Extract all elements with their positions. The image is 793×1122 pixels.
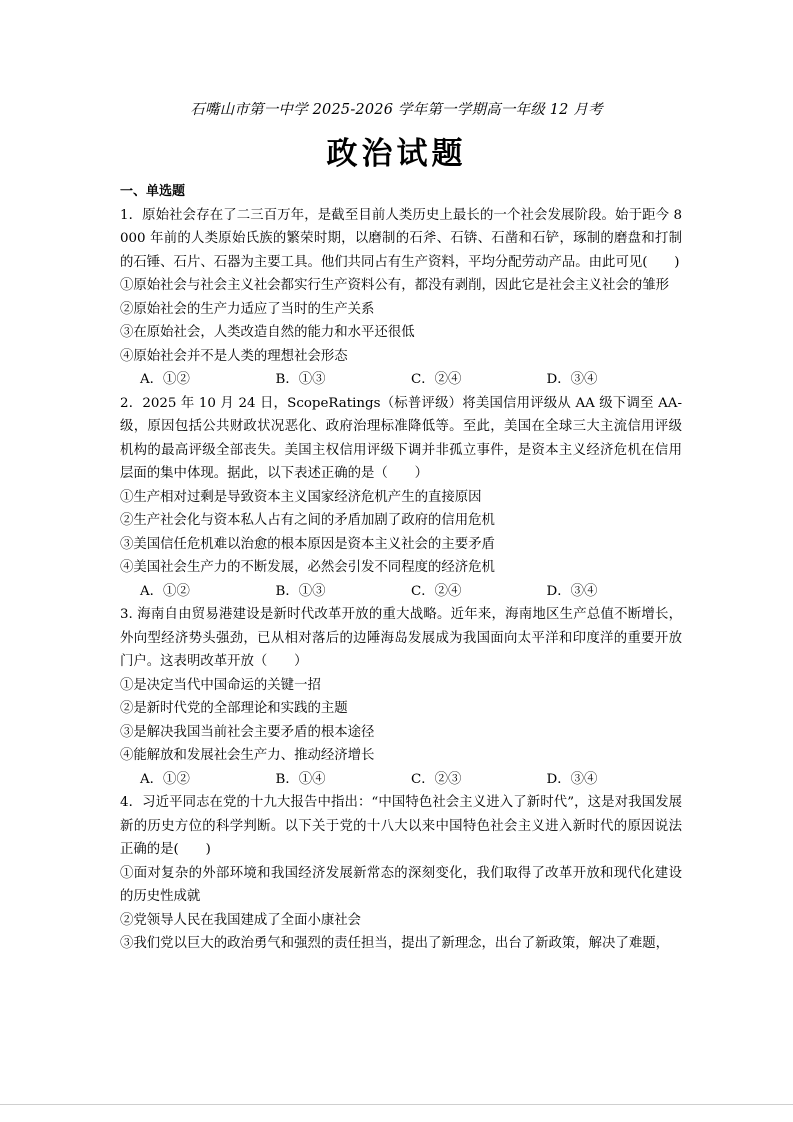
page-bottom-divider (0, 1104, 793, 1105)
statement-option: ②党领导人民在我国建成了全面小康社会 (120, 912, 362, 928)
choice-d: D．③④ (546, 372, 598, 387)
choice-c: C．②③ (411, 771, 462, 787)
question-stem: 1．原始社会存在了二三百万年，是截至目前人类历史上最长的一个社会发展阶段。始于距今 8 000 年前的人类原始氏族的繁荣时期，以磨制的石斧、石锛、石凿和石铲，琢制的磨盘和打制的石锤、石片、石器为主要工具。他们共同占有生产资料，平均分配劳动产品。由此可见( ) (120, 207, 682, 270)
statement-option: ②是新时代党的全部理论和实践的主题 (120, 701, 348, 716)
answer-choices (120, 580, 682, 604)
choice-d: D．③④ (546, 583, 598, 599)
question-3 (120, 603, 682, 791)
statement-option: ①生产相对过剩是导致资本主义国家经济危机产生的直接原因 (120, 489, 482, 505)
question-stem: 4．习近平同志在党的十九大报告中指出：“中国特色社会主义进入了新时代”，这是对我国发展新的历史方位的科学判断。以下关于党的十八大以来中国特色社会主义进入新时代的原因说法正确的是( ) (120, 795, 682, 857)
question-stem: 3. 海南自由贸易港建设是新时代改革开放的重大战略。近年来，海南地区生产总值不断增长，外向型经济势头强劲，已从相对落后的边陲海岛发展成为我国面向太平洋和印度洋的重要开放门户。这表明改革开放（ ） (120, 607, 682, 669)
section-title: 一、单选题 (120, 184, 186, 199)
choice-c: C．②④ (411, 372, 462, 387)
choice-d: D．③④ (546, 771, 598, 787)
statement-option: ①是决定当代中国命运的关键一招 (120, 677, 321, 693)
statement-option: ④能解放和发展社会生产力、推动经济增长 (120, 748, 375, 763)
statement-option: ③在原始社会，人类改造自然的能力和水平还很低 (120, 325, 415, 340)
choice-b: B．①③ (275, 583, 326, 599)
choice-a: A．①② (140, 583, 190, 599)
statement-option: ②原始社会的生产力适应了当时的生产关系 (120, 301, 375, 317)
answer-choices (120, 768, 682, 792)
statement-option: ③美国信任危机难以治愈的根本原因是资本主义社会的主要矛盾 (120, 536, 495, 552)
question-2 (120, 392, 682, 604)
choice-b: B．①④ (275, 771, 326, 787)
choice-b: B．①③ (275, 372, 326, 387)
question-stem: 2．2025 年 10 月 24 日，ScopeRatings（标普评级）将美国信用评级从 AA 级下调至 AA-级，原因包括公共财政状况恶化、政府治理标准降低等。至此，美国在全球三大主流信用评级机构的最高评级全部丧失。美国主权信用评级下调并非孤立事件，是资本主义经济危机在信用层面的集中体现。据此，以下表述正确的是（ ） (120, 395, 682, 481)
answer-choices (120, 368, 682, 392)
statement-option: ③是解决我国当前社会主要矛盾的根本途径 (120, 724, 375, 740)
statement-option: ②生产社会化与资本私人占有之间的矛盾加剧了政府的信用危机 (120, 513, 495, 528)
exam-content (120, 180, 682, 956)
exam-header: 石嘴山市第一中学 2025-2026 学年第一学期高一年级 12 月考 (190, 102, 603, 118)
page-title: 政治试题 (326, 136, 467, 172)
statement-option: ①面对复杂的外部环境和我国经济发展新常态的深刻变化，我们取得了改革开放和现代化建设的历史性成就 (120, 865, 682, 904)
statement-option: ④原始社会并不是人类的理想社会形态 (120, 348, 348, 364)
statement-option: ③我们党以巨大的政治勇气和强烈的责任担当，提出了新理念，出台了新政策，解决了难题， (120, 936, 670, 951)
question-1 (120, 204, 682, 392)
choice-a: A．①② (140, 771, 190, 787)
choice-c: C．②④ (411, 583, 462, 599)
statement-option: ①原始社会与社会主义社会都实行生产资料公有，都没有剥削，因此它是社会主义社会的雏形 (120, 278, 670, 293)
statement-option: ④美国社会生产力的不断发展，必然会引发不同程度的经济危机 (120, 560, 495, 575)
choice-a: A．①② (140, 372, 190, 387)
question-4 (120, 791, 682, 956)
